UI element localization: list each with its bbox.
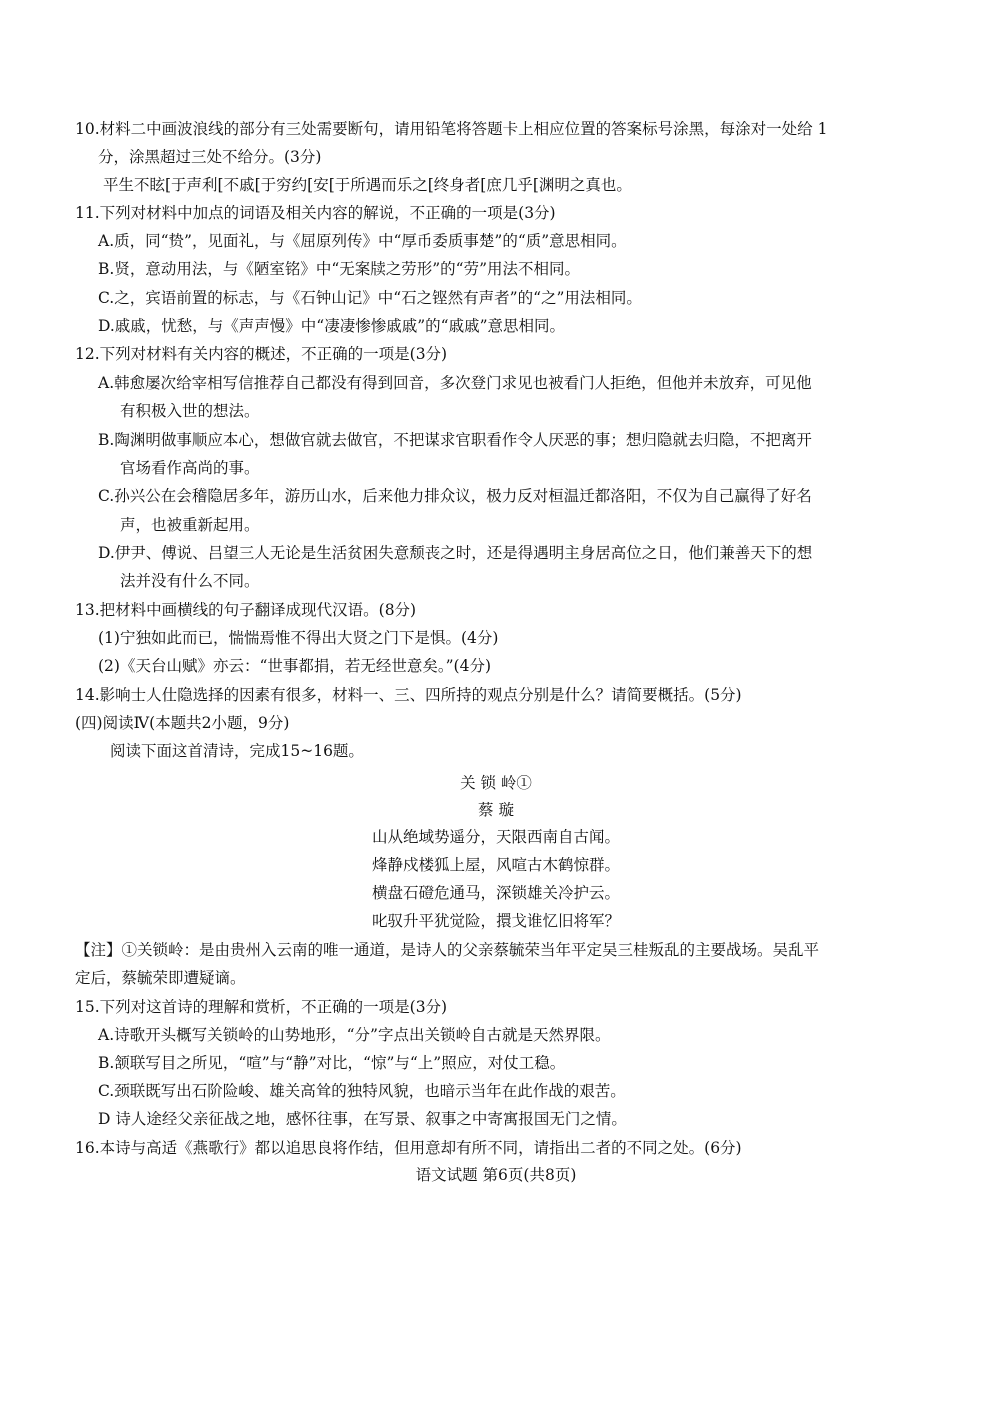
q10-stem-cont: 分，涂黑超过三处不给分。(3分) [98, 148, 322, 166]
q15-option-c: C.颈联既写出石阶险峻、雄关高耸的独特风貌，也暗示当年在此作战的艰苦。 [98, 1082, 626, 1100]
q12-stem: 12.下列对材料有关内容的概述，不正确的一项是(3分) [75, 345, 448, 363]
q14-stem: 14.影响士人仕隐选择的因素有很多，材料一、三、四所持的观点分别是什么？请简要概括。(5分) [75, 686, 742, 704]
q10-stem: 10.材料二中画波浪线的部分有三处需要断句，请用铅笔将答题卡上相应位置的答案标号涂黑，每涂对一处给 1 [75, 120, 828, 138]
poem-author: 蔡 璇 [478, 801, 514, 819]
q11-option-c: C.之，宾语前置的标志，与《石钟山记》中“石之铿然有声者”的“之”用法相同。 [98, 289, 642, 307]
q12-option-c-cont: 声，也被重新起用。 [120, 516, 260, 534]
poem-line-2: 烽静戍楼狐上屋，风喧古木鹤惊群。 [371, 856, 620, 874]
poem-line-1: 山从绝域势遥分，天限西南自古闻。 [371, 828, 620, 846]
q11-option-b: B.贤，意动用法，与《陋室铭》中“无案牍之劳形”的“劳”用法不相同。 [98, 260, 581, 278]
q15-option-d: D 诗人途经父亲征战之地，感怀往事，在写景、叙事之中寄寓报国无门之情。 [98, 1110, 627, 1128]
q11-stem: 11.下列对材料中加点的词语及相关内容的解说，不正确的一项是(3分) [75, 204, 556, 222]
poem-note-cont: 定后，蔡毓荣即遭疑谪。 [75, 969, 246, 987]
q12-option-d-cont: 法并没有什么不同。 [120, 572, 260, 590]
section-4-instruction: 阅读下面这首清诗，完成15~16题。 [110, 742, 364, 760]
q11-option-d: D.戚戚，忧愁，与《声声慢》中“凄凄惨惨戚戚”的“戚戚”意思相同。 [98, 317, 566, 335]
q12-option-b-cont: 官场看作高尚的事。 [120, 459, 260, 477]
poem-title: 关 锁 岭① [460, 774, 532, 792]
poem-note: 【注】①关锁岭：是由贵州入云南的唯一通道，是诗人的父亲蔡毓荣当年平定吴三桂叛乱的主要战场。吴乱平 [75, 941, 820, 959]
q13-stem: 13.把材料中画横线的句子翻译成现代汉语。(8分) [75, 601, 417, 619]
q13-item-2: (2)《天台山赋》亦云：“世事都捐，若无经世意矣。”(4分) [98, 657, 492, 675]
q11-option-a: A.质，同“贽”，见面礼，与《屈原列传》中“厚币委质事楚”的“质”意思相同。 [98, 232, 627, 250]
q12-option-c: C.孙兴公在会稽隐居多年，游历山水，后来他力排众议，极力反对桓温迁都洛阳，不仅为自己赢得了好名 [98, 487, 812, 505]
poem-line-3: 横盘石磴危通马，深锁雄关冷护云。 [371, 884, 620, 902]
q13-item-1: (1)宁独如此而已，惴惴焉惟不得出大贤之门下是惧。(4分) [98, 629, 499, 647]
section-4-heading: (四)阅读Ⅳ(本题共2小题，9分) [75, 714, 290, 732]
page-footer: 语文试题 第6页(共8页) [415, 1166, 577, 1184]
poem-line-4: 叱驭升平犹觉险，擐戈谁忆旧将军？ [371, 912, 620, 930]
q12-option-a-cont: 有积极入世的想法。 [120, 402, 260, 420]
q15-option-a: A.诗歌开头概写关锁岭的山势地形，“分”字点出关锁岭自古就是天然界限。 [98, 1026, 611, 1044]
q16-stem: 16.本诗与高适《燕歌行》都以追思良将作结，但用意却有所不同，请指出二者的不同之处。(6分) [75, 1139, 742, 1157]
q10-passage: 平生不眩[于声利[不戚[于穷约[安[于所遇而乐之[终身者[庶几乎[渊明之真也。 [103, 176, 632, 194]
q15-stem: 15.下列对这首诗的理解和赏析，不正确的一项是(3分) [75, 998, 448, 1016]
q15-option-b: B.颔联写目之所见，“喧”与“静”对比，“惊”与“上”照应，对仗工稳。 [98, 1054, 566, 1072]
q12-option-a: A.韩愈屡次给宰相写信推荐自己都没有得到回音，多次登门求见也被看门人拒绝，但他并未放弃，可见他 [98, 374, 812, 392]
q12-option-d: D.伊尹、傅说、吕望三人无论是生活贫困失意颓丧之时，还是得遇明主身居高位之日，他们兼善天下的想 [98, 544, 813, 562]
q12-option-b: B.陶渊明做事顺应本心，想做官就去做官，不把谋求官职看作令人厌恶的事；想归隐就去归隐，不把离开 [98, 431, 812, 449]
